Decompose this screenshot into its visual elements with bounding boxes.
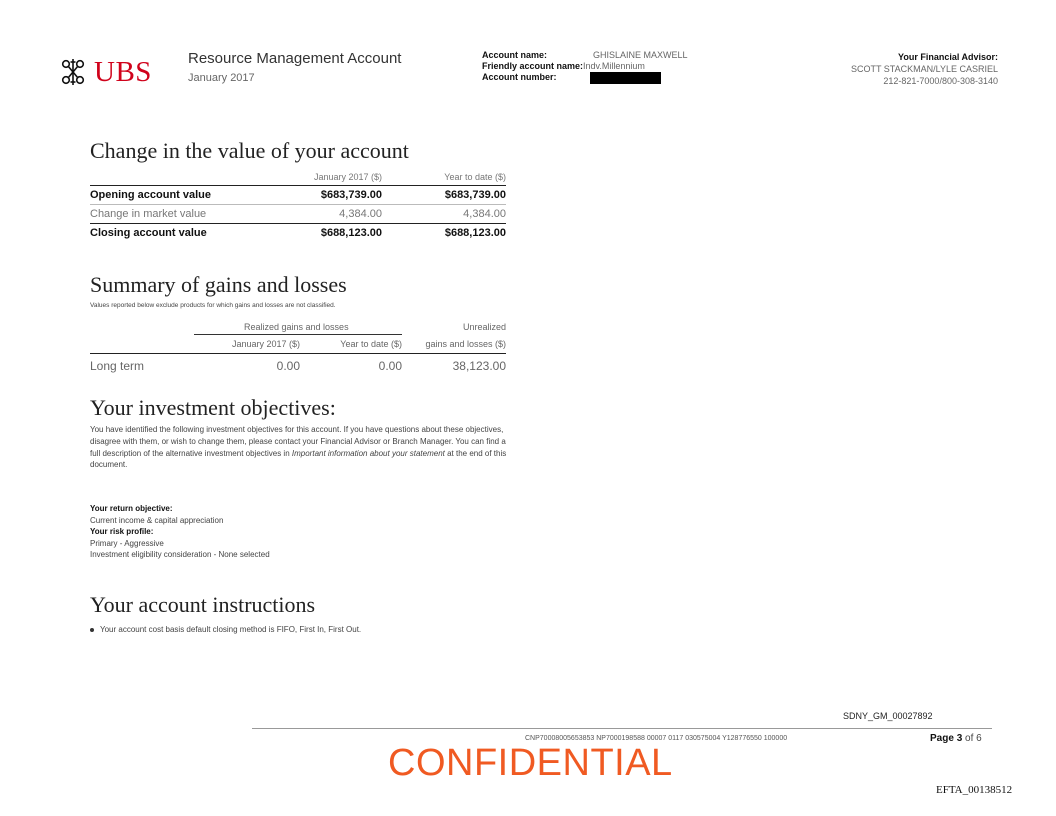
account-instructions-title: Your account instructions <box>90 592 316 617</box>
row-value-ytd: $683,739.00 <box>444 189 506 201</box>
objectives-text-part-2: at the end of this document. <box>90 448 507 470</box>
gains-losses-title: Summary of gains and losses <box>90 272 347 297</box>
realized-header-rule <box>194 334 402 335</box>
advisor-title: Your Financial Advisor: <box>897 52 998 62</box>
ubs-logo <box>57 56 152 88</box>
gains-row-ytd: 0.00 <box>378 359 402 373</box>
objectives-details <box>90 503 270 561</box>
redacted-account-number <box>590 72 661 84</box>
statement-code: CNP70008005653853 NP7000198588 00007 0117 030575004 Y128776550 100000 <box>525 735 788 742</box>
bates-reference: SDNY_GM_00027892 <box>843 711 933 721</box>
risk-profile-value: Primary - Aggressive <box>90 538 164 548</box>
page-indicator <box>930 733 982 744</box>
page-word: Page <box>930 733 954 744</box>
financial-advisor-block <box>851 51 998 87</box>
footer-rule <box>252 728 992 729</box>
change-in-value-title: Change in the value of your account <box>90 138 409 163</box>
col-header-january: January 2017 ($) <box>313 172 382 182</box>
gains-row-label: Long term <box>90 359 145 373</box>
bullet-icon <box>90 628 94 632</box>
row-label: Opening account value <box>90 189 212 201</box>
gains-losses-note: Values reported below exclude products for which gains and losses are not classified. <box>90 302 336 309</box>
account-type-title: Resource Management Account <box>188 50 402 67</box>
account-name-value: GHISLAINE MAXWELL <box>593 50 688 60</box>
col-header-ytd: Year to date ($) <box>340 339 402 349</box>
row-value-january: 4,384.00 <box>339 208 382 220</box>
instruction-text: Your account cost basis default closing method is FIFO, First In, First Out. <box>100 625 362 634</box>
page-of: of <box>965 733 974 744</box>
ubs-keys-icon <box>57 56 89 88</box>
unrealized-header: Unrealized <box>462 322 506 332</box>
table-row <box>90 186 506 204</box>
table-row <box>90 205 506 223</box>
account-name-label: Account name: <box>482 50 548 60</box>
advisor-names: SCOTT STACKMAN/LYLE CASRIEL <box>850 64 998 74</box>
return-objective-value: Current income & capital appreciation <box>90 515 224 525</box>
row-value-ytd: 4,384.00 <box>463 208 506 220</box>
account-number-label: Account number: <box>482 72 557 82</box>
objectives-text-italic: Important information about your statement <box>291 448 445 458</box>
gains-row-january: 0.00 <box>276 359 300 373</box>
account-info-block <box>482 50 688 83</box>
gains-row-unrealized: 38,123.00 <box>452 359 506 373</box>
objectives-paragraph <box>90 424 515 471</box>
ubs-logo-text: UBS <box>94 55 152 88</box>
row-label: Change in market value <box>90 208 207 220</box>
friendly-name-value: Indv.Millennium <box>583 61 645 71</box>
row-value-january: $688,123.00 <box>320 227 382 239</box>
col-header-unrealized: gains and losses ($) <box>425 339 506 349</box>
investment-objectives-title: Your investment objectives: <box>90 395 336 420</box>
advisor-phone: 212-821-7000/800-308-3140 <box>883 76 998 86</box>
row-value-january: $683,739.00 <box>320 189 382 201</box>
return-objective-label: Your return objective: <box>90 504 173 513</box>
friendly-name-label: Friendly account name: <box>482 61 584 71</box>
row-value-ytd: $688,123.00 <box>444 227 506 239</box>
gains-table-rule <box>90 353 506 354</box>
change-in-value-table <box>90 169 506 242</box>
col-header-january: January 2017 ($) <box>231 339 300 349</box>
confidential-stamp: CONFIDENTIAL <box>388 742 673 784</box>
page-total: 6 <box>976 733 982 744</box>
realized-header: Realized gains and losses <box>244 322 349 332</box>
page-number: 3 <box>956 733 963 744</box>
risk-profile-label: Your risk profile: <box>90 527 154 536</box>
instruction-item <box>90 625 361 634</box>
objectives-text-part-1: You have identified the following investment objectives for this account. If you have questions about these objectives, disagree with them, or wish to change them, please contact your Financial Advisor or Branch Manager. You can find a full description of the alternative investment objectives in <box>90 425 506 458</box>
efta-reference: EFTA_00138512 <box>936 784 1013 796</box>
eligibility-consideration: Investment eligibility consideration - None selected <box>90 550 270 559</box>
col-header-ytd: Year to date ($) <box>444 172 506 182</box>
table-row <box>90 224 506 242</box>
row-label: Closing account value <box>90 227 207 239</box>
statement-month: January 2017 <box>188 72 255 84</box>
